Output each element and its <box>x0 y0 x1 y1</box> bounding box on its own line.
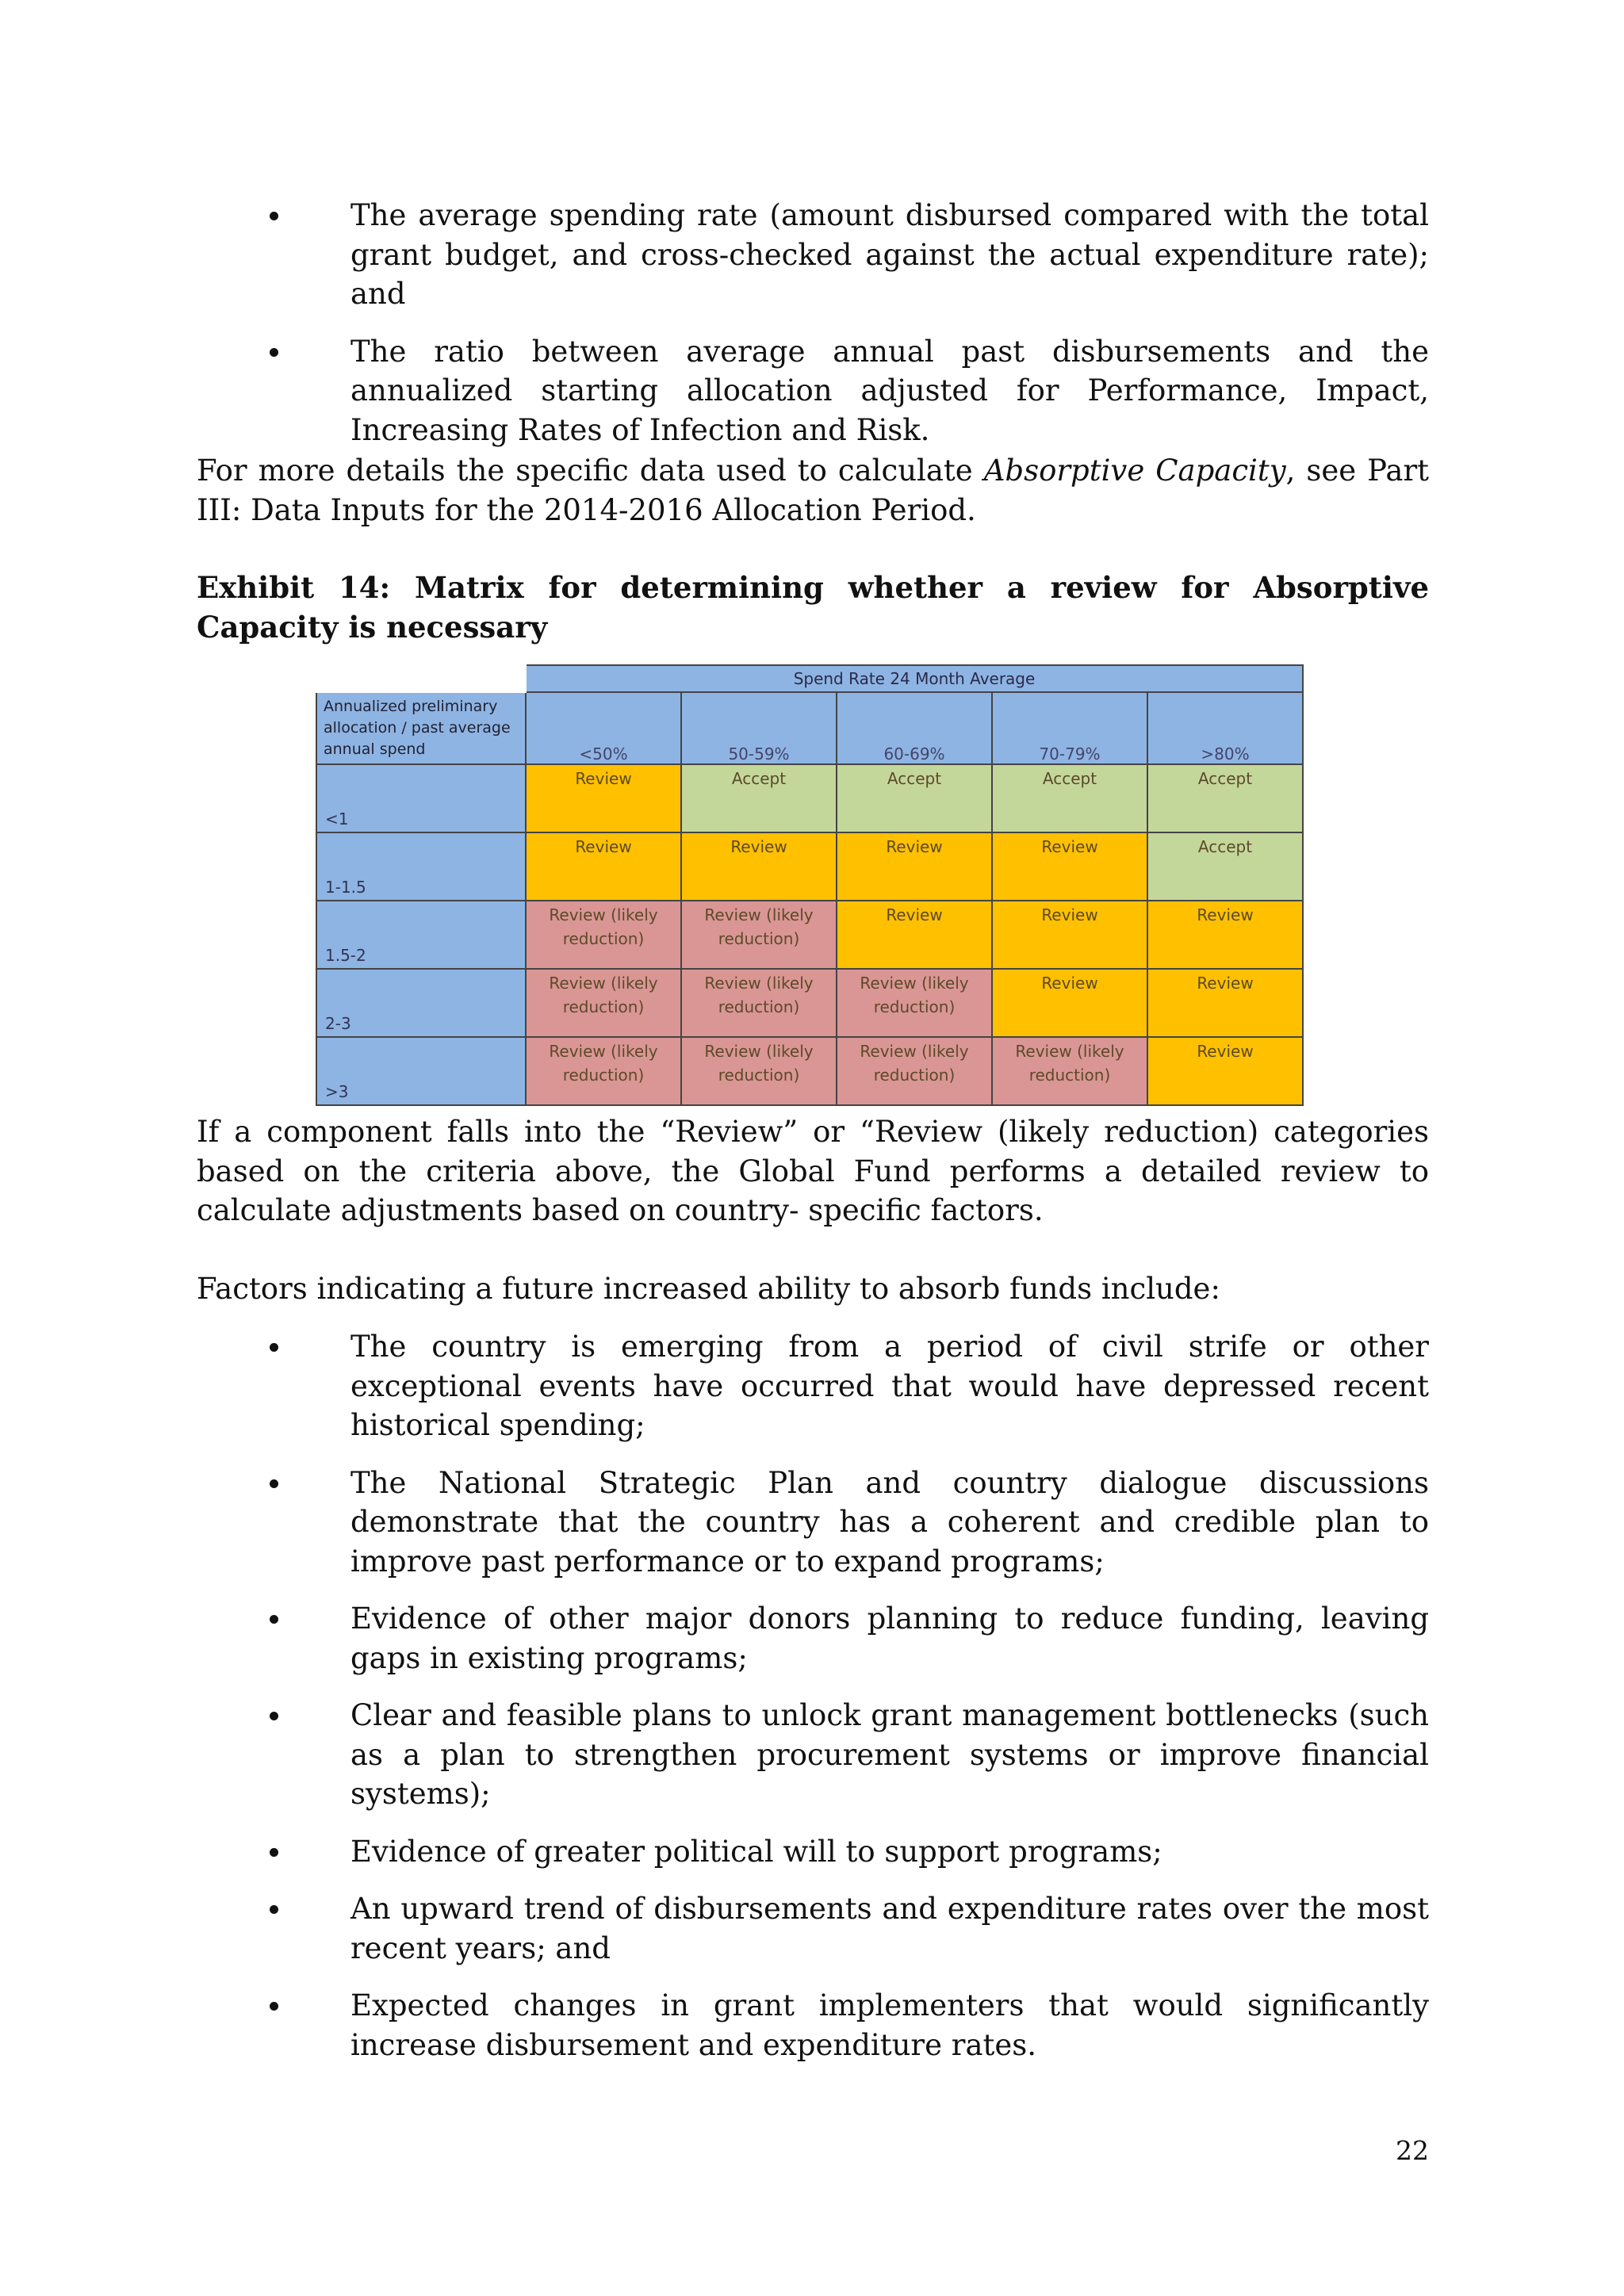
matrix-cell <box>681 764 837 832</box>
bullet-icon <box>270 1343 278 1352</box>
bullet-icon <box>270 1905 278 1914</box>
list-item <box>197 1889 1429 1968</box>
list-item-text: The National Strategic Plan and country dialogue discussions demonstrate that the country has a coherent and credible plan to improve past performance or to expand programs; <box>350 1465 1429 1578</box>
cell-text: Review (likely reduction) <box>549 1042 658 1085</box>
table-row <box>316 901 1303 969</box>
cell-text: Review <box>1041 905 1098 924</box>
matrix-cell <box>526 832 681 901</box>
absorptive-capacity-matrix-figure <box>316 664 1304 1101</box>
row-axis-label: Annualized preliminary allocation / past average annual spend <box>316 692 526 764</box>
matrix-cell <box>837 901 992 969</box>
details-paragraph <box>197 451 1429 530</box>
spend-rate-header: Spend Rate 24 Month Average <box>526 665 1303 692</box>
cell-text: Review <box>1041 974 1098 993</box>
cell-text: Review <box>886 837 943 856</box>
cell-text: Review (likely reduction) <box>704 1042 814 1085</box>
details-text-after: , see Part III: Data Inputs for the 2014-2016 Allocation Period. <box>197 453 1430 527</box>
bullet-icon <box>270 2002 278 2011</box>
factors-intro: Factors indicating a future increased ability to absorb funds include: <box>197 1272 1220 1306</box>
details-text-italic: Absorptive Capacity <box>983 453 1286 488</box>
list-item <box>197 1327 1429 1445</box>
cell-text: Accept <box>887 769 942 788</box>
bullet-icon <box>270 1615 278 1624</box>
matrix-cell <box>681 901 837 969</box>
matrix-cell <box>1147 764 1303 832</box>
cell-text: Review (likely reduction) <box>549 905 658 948</box>
matrix-cell <box>992 832 1147 901</box>
cell-text: Review <box>886 905 943 924</box>
list-item <box>197 1986 1429 2064</box>
cell-text: Review <box>575 837 632 856</box>
matrix-cell <box>992 1037 1147 1105</box>
list-item <box>197 196 1429 314</box>
column-header: 70-79% <box>992 692 1147 764</box>
cell-text: Review (likely reduction) <box>549 974 658 1016</box>
exhibit-title: Exhibit 14: Matrix for determining whether a review for Absorptive Capacity is necessary <box>197 570 1429 645</box>
cell-text: Review <box>1197 1042 1254 1061</box>
table-row <box>316 764 1303 832</box>
factor-bullet-list <box>197 1327 1429 2083</box>
top-bullet-list <box>197 196 1429 468</box>
bullet-icon <box>270 1479 278 1488</box>
list-item-text: Expected changes in grant implementers that would significantly increase disbursement and expenditure rates. <box>350 1988 1429 2062</box>
cell-text: Accept <box>1197 769 1253 788</box>
matrix-cell <box>992 901 1147 969</box>
matrix-cell <box>837 764 992 832</box>
cell-text: Review <box>575 769 632 788</box>
matrix-cell <box>992 969 1147 1037</box>
row-label: 1.5-2 <box>316 901 526 969</box>
list-item-text: Clear and feasible plans to unlock grant management bottlenecks (such as a plan to strengthen procurement systems or improve financial systems); <box>350 1698 1429 1811</box>
matrix-cell <box>837 832 992 901</box>
column-header: 50-59% <box>681 692 837 764</box>
list-item-text: The country is emerging from a period of civil strife or other exceptional events have occurred that would have depressed recent historical spending; <box>350 1330 1429 1442</box>
list-item <box>197 1696 1429 1814</box>
cell-text: Accept <box>1197 837 1253 856</box>
cell-text: Accept <box>1042 769 1097 788</box>
matrix-cell <box>837 969 992 1037</box>
cell-text: Review <box>1197 974 1254 993</box>
list-item <box>197 1832 1429 1872</box>
matrix-corner <box>316 665 526 692</box>
matrix-cell <box>837 1037 992 1105</box>
cell-text: Review (likely reduction) <box>704 974 814 1016</box>
cell-text: Accept <box>731 769 787 788</box>
list-item-text: The ratio between average annual past disbursements and the annualized starting allocation adjusted for Performance, Impact, Increasing Rates of Infection and Risk. <box>350 334 1429 447</box>
list-item-text: Evidence of other major donors planning to reduce funding, leaving gaps in existing programs; <box>350 1601 1429 1675</box>
matrix-cell <box>681 969 837 1037</box>
column-header: <50% <box>526 692 681 764</box>
bullet-icon <box>270 1712 278 1720</box>
matrix-cell <box>1147 832 1303 901</box>
matrix-cell <box>526 764 681 832</box>
details-text-before: For more details the specific data used to calculate <box>197 453 984 488</box>
list-item <box>197 1464 1429 1582</box>
matrix-cell <box>1147 1037 1303 1105</box>
cell-text: Review (likely reduction) <box>860 1042 969 1085</box>
matrix-cell <box>1147 901 1303 969</box>
matrix-cell <box>681 832 837 901</box>
cell-text: Review (likely reduction) <box>860 974 969 1016</box>
bullet-icon <box>270 348 278 357</box>
table-row <box>316 969 1303 1037</box>
row-label: <1 <box>316 764 526 832</box>
table-row <box>316 832 1303 901</box>
cell-text: Review <box>1041 837 1098 856</box>
matrix-cell <box>1147 969 1303 1037</box>
row-label: 2-3 <box>316 969 526 1037</box>
table-row <box>316 1037 1303 1105</box>
matrix-cell <box>526 969 681 1037</box>
cell-text: Review <box>730 837 787 856</box>
matrix-cell <box>681 1037 837 1105</box>
matrix-cell <box>992 764 1147 832</box>
list-item <box>197 332 1429 450</box>
cell-text: Review <box>1197 905 1254 924</box>
bullet-icon <box>270 212 278 220</box>
cell-text: Review (likely reduction) <box>1015 1042 1124 1085</box>
list-item-text: An upward trend of disbursements and expenditure rates over the most recent years; and <box>350 1892 1429 1965</box>
matrix-cell <box>526 901 681 969</box>
list-item-text: The average spending rate (amount disbursed compared with the total grant budget, and cross-checked against the actual expenditure rate); and <box>350 198 1429 311</box>
page-number: 22 <box>1396 2135 1429 2166</box>
column-header: 60-69% <box>837 692 992 764</box>
list-item <box>197 1599 1429 1678</box>
absorptive-capacity-matrix <box>316 664 1304 1106</box>
row-label: 1-1.5 <box>316 832 526 901</box>
cell-text: Review (likely reduction) <box>704 905 814 948</box>
matrix-cell <box>526 1037 681 1105</box>
row-label: >3 <box>316 1037 526 1105</box>
bullet-icon <box>270 1848 278 1857</box>
review-paragraph: If a component falls into the “Review” or “Review (likely reduction) categories based on the criteria above, the Global Fund performs a detailed review to calculate adjustments based on country- specific factors. <box>197 1115 1429 1227</box>
list-item-text: Evidence of greater political will to support programs; <box>350 1834 1162 1869</box>
column-header: >80% <box>1147 692 1303 764</box>
